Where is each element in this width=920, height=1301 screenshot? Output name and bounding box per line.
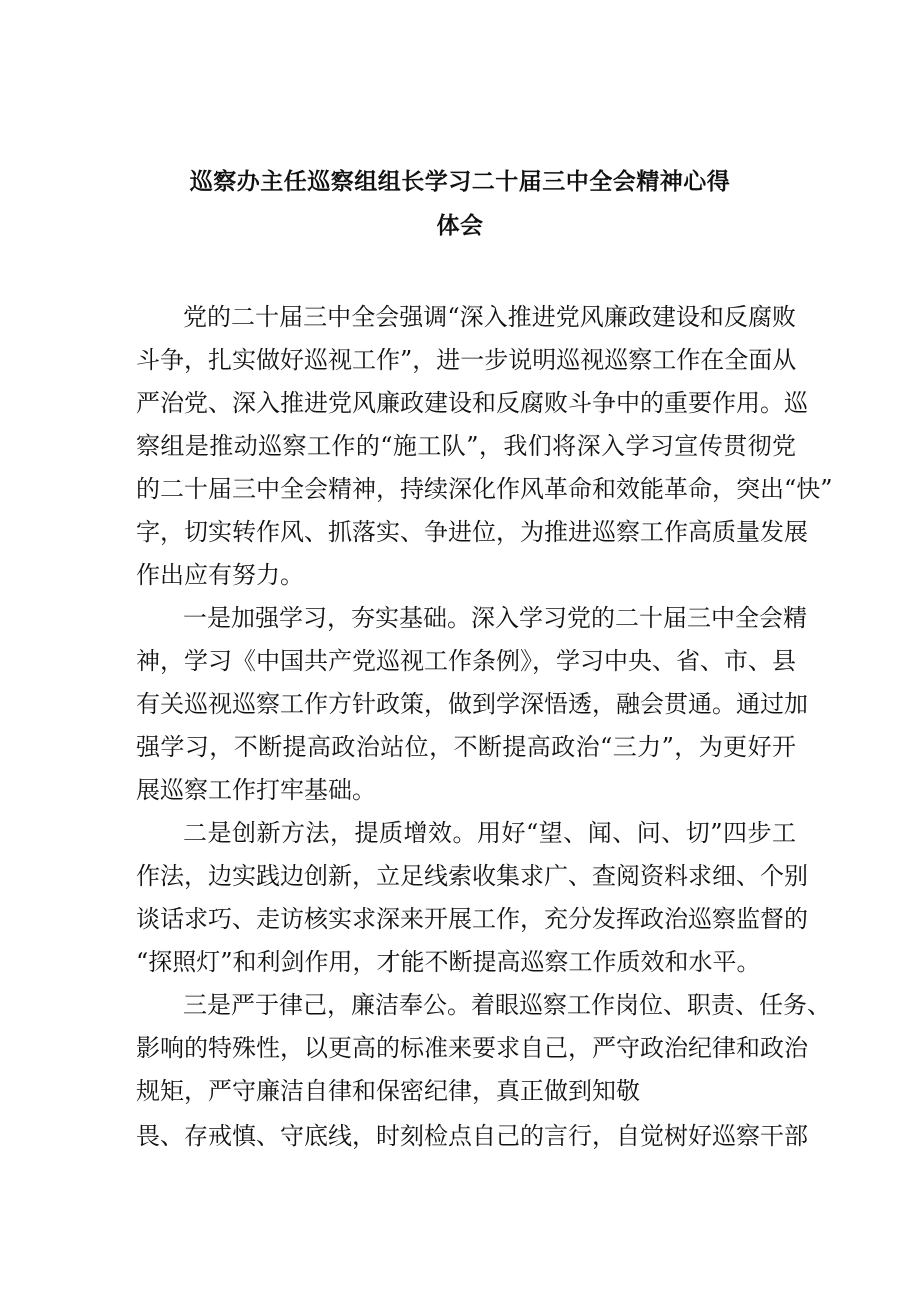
paragraph-3-line-3: 谈话求巧、走访核实求深来开展工作，充分发挥政治巡察监督的 xyxy=(136,905,808,933)
paragraph-1-line-5: 的二十届三中全会精神，持续深化作风革命和效能革命，突出“快” xyxy=(136,475,833,503)
paragraph-2-line-2: 神，学习《中国共产党巡视工作条例》，学习中央、省、市、县 xyxy=(136,647,796,675)
paragraph-3-line-1: 二是创新方法，提质增效。用好“望、闻、问、切”四步工 xyxy=(183,819,796,847)
paragraph-1-line-4: 察组是推动巡察工作的“施工队”，我们将深入学习宣传贯彻党 xyxy=(136,432,796,460)
paragraph-2-line-4: 强学习，不断提高政治站位，不断提高政治“三力”，为更好开 xyxy=(136,733,796,761)
document-title-line-2: 体会 xyxy=(436,213,484,239)
paragraph-2-line-3: 有关巡视巡察工作方针政策，做到学深悟透，融会贯通。通过加 xyxy=(136,690,808,718)
paragraph-1-line-1: 党的二十届三中全会强调“深入推进党风廉政建设和反腐败 xyxy=(183,303,796,331)
paragraph-2-line-5: 展巡察工作打牢基础。 xyxy=(136,776,376,804)
paragraph-4-line-4: 畏、存戒慎、守底线，时刻检点自己的言行，自觉树好巡察干部 xyxy=(136,1122,808,1150)
paragraph-4-line-3: 规矩，严守廉洁自律和保密纪律，真正做到知敬 xyxy=(136,1077,640,1105)
paragraph-1-line-7: 作出应有努力。 xyxy=(136,561,304,589)
paragraph-3-line-2: 作法，边实践边创新，立足线索收集求广、查阅资料求细、个别 xyxy=(136,862,808,890)
paragraph-1-line-3: 严治党、深入推进党风廉政建设和反腐败斗争中的重要作用。巡 xyxy=(136,389,808,417)
paragraph-3-line-4: “探照灯”和利剑作用，才能不断提高巡察工作质效和水平。 xyxy=(136,948,761,976)
paragraph-1-line-2: 斗争，扎实做好巡视工作”，进一步说明巡视巡察工作在全面从 xyxy=(136,346,797,374)
paragraph-4-line-2: 影响的特殊性，以更高的标准来要求自己，严守政治纪律和政治 xyxy=(136,1034,808,1062)
document-title-line-1: 巡察办主任巡察组组长学习二十届三中全会精神心得 xyxy=(189,169,731,195)
paragraph-1-line-6: 字，切实转作风、抓落实、争进位，为推进巡察工作高质量发展 xyxy=(136,518,808,546)
paragraph-4-line-1: 三是严于律己，廉洁奉公。着眼巡察工作岗位、职责、任务、 xyxy=(183,991,831,1019)
paragraph-2-line-1: 一是加强学习，夯实基础。深入学习党的二十届三中全会精 xyxy=(183,604,807,632)
